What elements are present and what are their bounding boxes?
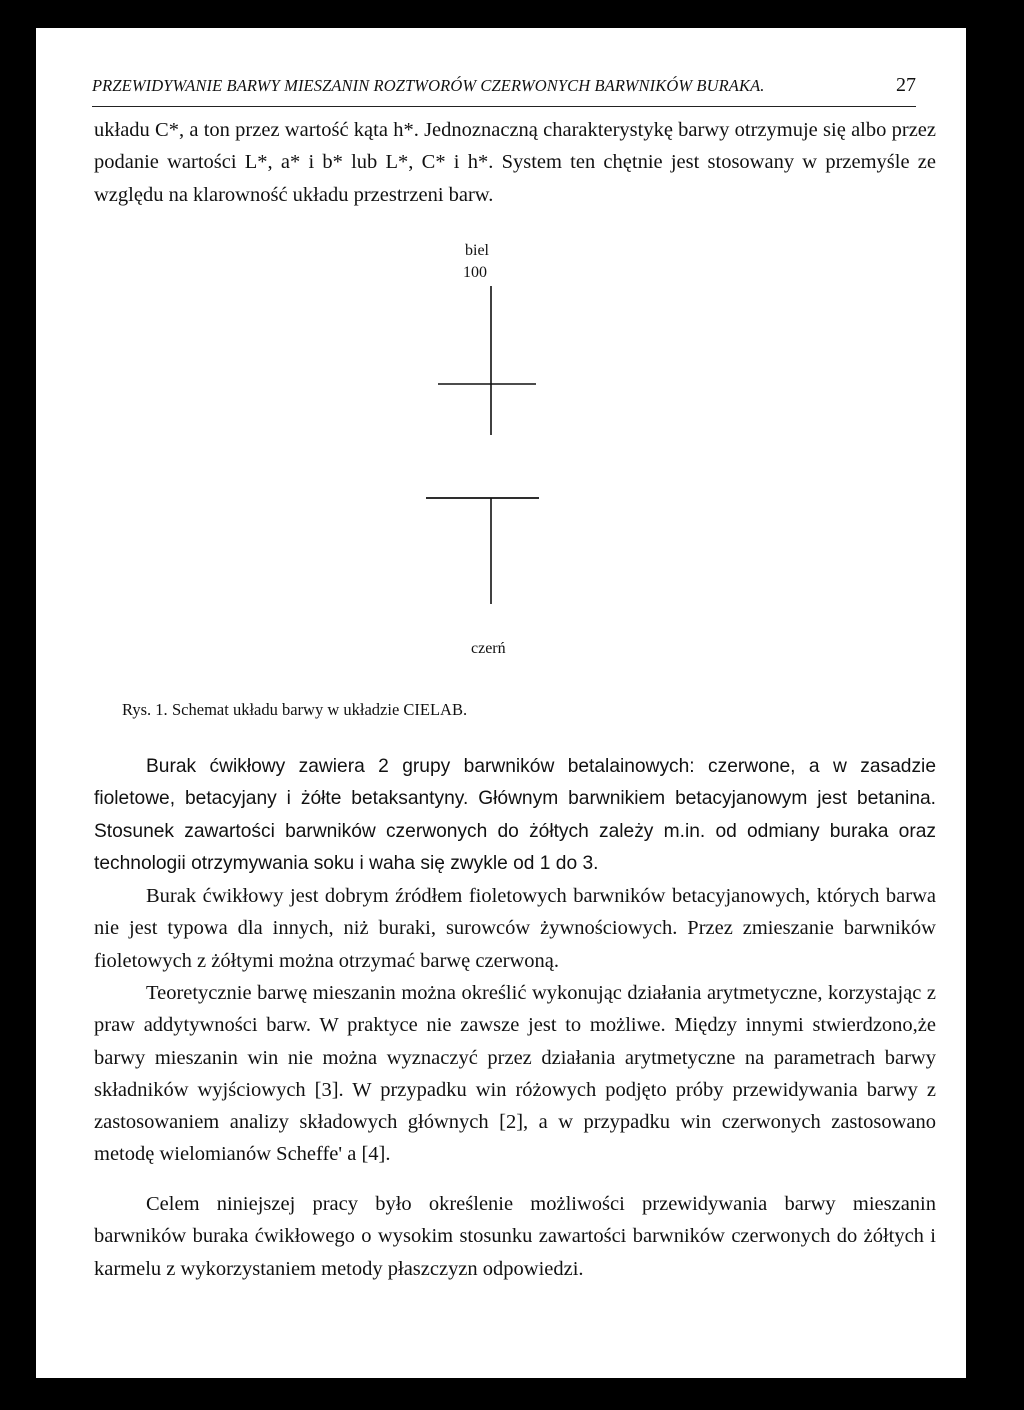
body-paragraph-1: Burak ćwikłowy zawiera 2 grupy barwników betalainowych: czerwone, a w zasadzie fioletowe, betacyjany i żółte betaksantyny. Głównym barwnikiem betacyjanowym jest betanina. Stosunek zawartości barwników czerwonych do żółtych zależy m.in. od odmiany buraka oraz technologii otrzymywania soku i waha się zwykle od 1 do 3. (94, 756, 936, 874)
figure-top-value: 100 (463, 264, 487, 281)
caption-text: Schemat układu barwy w układzie CIELAB. (172, 700, 468, 719)
body-paragraph-2: Burak ćwikłowy jest dobrym źródłem fioletowych barwników betacyjanowych, których barwa nie jest typowa dla innych, niż buraki, surowców żywnościowych. Przez zmieszanie barwników fioletowych z żółtymi można otrzymać barwę czerwoną. (94, 885, 936, 972)
caption-number: Rys. 1. (122, 700, 168, 719)
cielab-axes-diagram (36, 28, 966, 688)
figure-caption (122, 700, 467, 720)
running-title: PRZEWIDYWANIE BARWY MIESZANIN ROZTWORÓW CZERWONYCH BARWNIKÓW BURAKA. (92, 76, 765, 95)
figure-bottom-label: czerń (471, 640, 506, 657)
body-paragraph-3: Teoretycznie barwę mieszanin można określić wykonując działania arytmetyczne, korzystając z praw addytywności barw. W praktyce nie zawsze jest to możliwe. Między innymi stwierdzono,że barwy mieszanin win nie można wyznaczyć przez działania arytmetyczne na parametrach barwy składników wyjściowych [3]. W przypadku win różowych podjęto próby przewidywania barwy z zastosowaniem analizy składowych głównych [2], a w przypadku win czerwonych zastosowano metodę wielomianów Scheffe' a [4]. (94, 982, 936, 1166)
document-page (36, 28, 966, 1378)
page-number: 27 (896, 74, 916, 96)
intro-paragraph: układu C*, a ton przez wartość kąta h*. Jednoznaczną charakterystykę barwy otrzymuje się albo przez podanie wartości L*, a* i b* lub L*, C* i h*. System ten chętnie jest stosowany w przemyśle ze względu na klarowność układu przestrzeni barw. (94, 119, 936, 206)
figure-top-label: biel (465, 242, 489, 259)
body-paragraph-4: Celem niniejszej pracy było określenie możliwości przewidywania barwy mieszanin barwników buraka ćwikłowego o wysokim stosunku zawartości barwników czerwonych do żółtych i karmelu z wykorzystaniem metody płaszczyzn odpowiedzi. (94, 1193, 936, 1280)
cielab-figure (36, 28, 966, 688)
